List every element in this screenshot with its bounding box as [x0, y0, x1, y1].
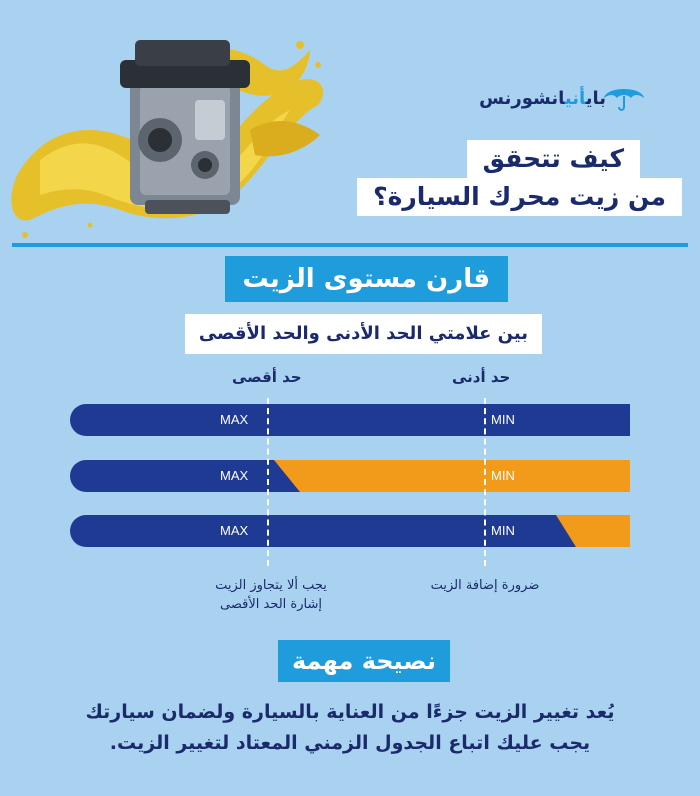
tip-line2: يجب عليك اتباع الجدول الزمني المعتاد لتغيير الزيت. — [109, 732, 591, 754]
dipstick-bar — [70, 404, 630, 436]
dipstick-row — [70, 515, 630, 547]
dipstick-bar — [70, 460, 630, 492]
brand-logo[interactable] — [430, 82, 670, 122]
brand-name — [479, 88, 606, 109]
dipstick-bar — [70, 515, 630, 547]
min-header: حد أدنى — [452, 368, 511, 386]
hero-title-line2: من زيت محرك السيارة؟ — [357, 178, 682, 216]
dipstick-row — [70, 404, 630, 436]
min-label: MIN — [491, 468, 515, 483]
min-guide-line — [484, 398, 486, 566]
min-label: MIN — [491, 523, 515, 538]
engine-oil-illustration — [0, 20, 335, 250]
brand-name-part3: انشورنس — [479, 88, 565, 109]
max-label: MAX — [220, 468, 249, 483]
min-caption: ضرورة إضافة الزيت — [430, 578, 540, 593]
tip-heading: نصيحة مهمة — [278, 640, 450, 682]
hero-title-line1: كيف تتحقق — [467, 140, 640, 178]
max-label: MAX — [220, 523, 249, 538]
max-guide-line — [267, 398, 269, 566]
max-header: حد أقصى — [232, 368, 302, 386]
oil-level-fill — [274, 460, 630, 492]
section-divider — [12, 243, 688, 247]
section-heading: قارن مستوى الزيت — [225, 256, 508, 302]
max-caption-line1: يجب ألا يتجاوز الزيت — [215, 578, 327, 593]
tip-line1: يُعد تغيير الزيت جزءًا من العناية بالسيارة ولضمان سيارتك — [85, 701, 615, 723]
brand-name-part2: أني — [564, 88, 586, 109]
max-caption-line2: إشارة الحد الأقصى — [220, 597, 322, 612]
umbrella-icon — [602, 82, 646, 112]
max-caption — [196, 576, 346, 614]
tip-body — [30, 697, 670, 759]
brand-name-part1: باي — [585, 88, 606, 109]
section-subheading: بين علامتي الحد الأدنى والحد الأقصى — [185, 314, 542, 354]
dipstick-row — [70, 460, 630, 492]
min-label: MIN — [491, 412, 515, 427]
max-label: MAX — [220, 412, 249, 427]
